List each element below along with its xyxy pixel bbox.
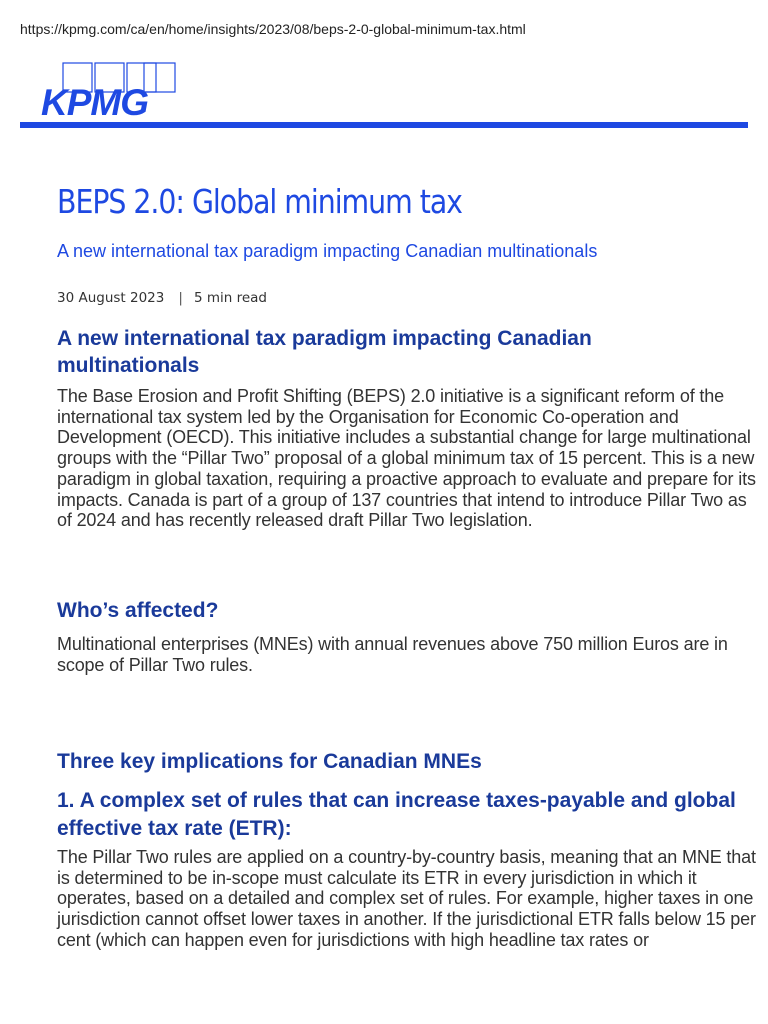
read-time: 5 min read [193, 290, 267, 306]
implication-1-paragraph: The Pillar Two rules are applied on a country-by-country basis, meaning that an MNE that is determined to be in-scope must calculate its ETR in every jurisdiction in which it operates, based on a detailed and complex set of rules. For example, higher taxes in one jurisdiction cannot offset lower taxes in another. If the jurisdictional ETR falls below 15 per cent (which can happen even for jurisdictions with high headline tax rates or [57, 847, 756, 950]
publish-date: 30 August 2023 [57, 290, 165, 306]
intro-heading: A new international tax paradigm impacting Canadian multinationals [57, 327, 592, 377]
page-url[interactable]: https://kpmg.com/ca/en/home/insights/2023/08/beps-2-0-global-minimum-tax.html [20, 21, 526, 37]
header-rule [20, 122, 748, 128]
implications-heading: Three key implications for Canadian MNEs [57, 750, 482, 773]
implication-1-heading: 1. A complex set of rules that can increase taxes-payable and global effective tax rate (ETR): [57, 789, 736, 840]
intro-paragraph: The Base Erosion and Profit Shifting (BEPS) 2.0 initiative is a significant reform of the international tax system led by the Organisation for Economic Co-operation and Development (OECD). This initiative includes a substantial change for large multinational groups with the “Pillar Two” proposal of a global minimum tax of 15 percent. This is a new paradigm in global taxation, requiring a proactive approach to evaluate and prepare for its impacts. Canada is part of a group of 137 countries that intend to introduce Pillar Two as of 2024 and has recently released draft Pillar Two legislation. [57, 386, 756, 531]
affected-heading: Who’s affected? [57, 599, 219, 622]
page-subtitle: A new international tax paradigm impacting Canadian multinationals [57, 241, 598, 261]
logo-text: KPMG [41, 82, 148, 122]
page-title: BEPS 2.0: Global minimum tax [57, 182, 462, 221]
affected-paragraph: Multinational enterprises (MNEs) with annual revenues above 750 million Euros are in scope of Pillar Two rules. [57, 634, 728, 675]
article-meta [57, 290, 267, 306]
kpmg-logo[interactable] [40, 60, 180, 122]
meta-separator: | [178, 290, 183, 306]
